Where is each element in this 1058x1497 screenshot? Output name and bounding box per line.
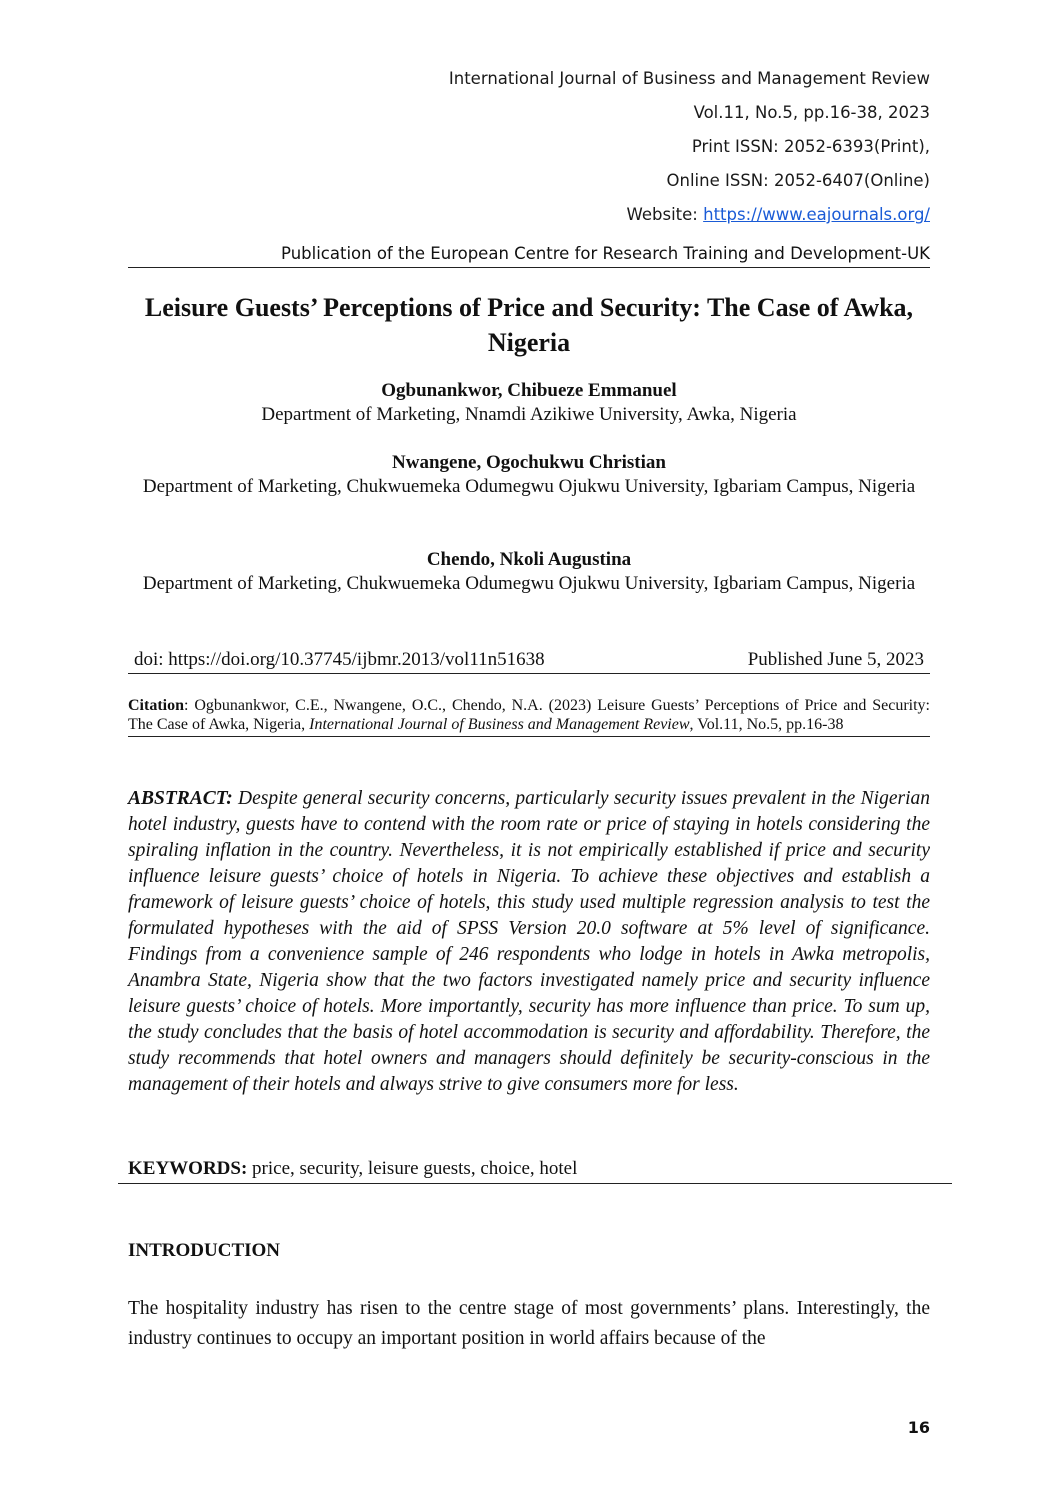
introduction-paragraph: The hospitality industry has risen to the centre stage of most governments’ plans. Interestingly, the industry continues to occupy an important position in world affairs because of the bbox=[128, 1298, 930, 1349]
author-block-2 bbox=[128, 451, 930, 499]
keywords-label: KEYWORDS: bbox=[128, 1158, 248, 1179]
citation-text: : Ogbunankwor, C.E., Nwangene, O.C., Chendo, N.A. (2023) Leisure Guests’ Perceptions of Price and Security: The Case of Awka, Nigeria, bbox=[128, 697, 930, 733]
author-affiliation: Department of Marketing, Chukwuemeka Odumegwu Ojukwu University, Igbariam Campus, Nigeria bbox=[142, 573, 916, 594]
author-affiliation: Department of Marketing, Nnamdi Azikiwe University, Awka, Nigeria bbox=[261, 404, 797, 425]
author-affiliation: Department of Marketing, Chukwuemeka Odumegwu Ojukwu University, Igbariam Campus, Nigeria bbox=[142, 476, 916, 497]
abstract bbox=[128, 786, 930, 1098]
doi-link[interactable]: doi: https://doi.org/10.37745/ijbmr.2013/vol11n51638 bbox=[134, 649, 545, 670]
author-block-1 bbox=[128, 379, 930, 427]
citation-journal: International Journal of Business and Management Review bbox=[309, 716, 690, 733]
citation bbox=[128, 696, 930, 737]
abstract-label: ABSTRACT: bbox=[128, 788, 233, 809]
doi-row bbox=[128, 648, 930, 674]
author-name: Chendo, Nkoli Augustina bbox=[426, 549, 632, 570]
website-line bbox=[449, 198, 930, 232]
page-number: 16 bbox=[907, 1418, 930, 1437]
online-issn: Online ISSN: 2052-6407(Online) bbox=[666, 171, 930, 190]
journal-header bbox=[449, 62, 930, 232]
volume-info: Vol.11, No.5, pp.16-38, 2023 bbox=[693, 103, 930, 122]
author-name: Nwangene, Ogochukwu Christian bbox=[392, 452, 666, 473]
publisher-line: Publication of the European Centre for Research Training and Development-UK bbox=[128, 242, 930, 268]
citation-tail: , Vol.11, No.5, pp.16-38 bbox=[689, 716, 844, 733]
author-block-3 bbox=[128, 548, 930, 596]
website-label: Website: bbox=[626, 205, 698, 224]
print-issn: Print ISSN: 2052-6393(Print), bbox=[691, 137, 930, 156]
website-link[interactable]: https://www.eajournals.org/ bbox=[703, 205, 930, 224]
keywords bbox=[118, 1157, 952, 1184]
journal-name: International Journal of Business and Management Review bbox=[448, 69, 930, 88]
abstract-text: Despite general security concerns, particularly security issues prevalent in the Nigerian hotel industry, guests have to contend with the room rate or price of staying in hotels considering the spiraling inflation in the country. Nevertheless, it is not empirically established if price and security influence leisure guests’ choice of hotels in Nigeria. To achieve these objectives and establish a framework of leisure guests’ choice of hotels, this study used multiple regression analysis to test the formulated hypotheses with the aid of SPSS Version 20.0 software at 5% level of significance. Findings from a convenience sample of 246 respondents who lodge in hotels in Awka metropolis, Anambra State, Nigeria show that the two factors investigated namely price and security influence leisure guests’ choice of hotels. More importantly, security has more influence than price. To sum up, the study concludes that the basis of hotel accommodation is security and affordability. Therefore, the study recommends that hotel owners and managers should definitely be security-conscious in the management of their hotels and always strive to give consumers more for less. bbox=[128, 788, 930, 1095]
author-name: Ogbunankwor, Chibueze Emmanuel bbox=[381, 380, 677, 401]
published-date: Published June 5, 2023 bbox=[747, 649, 924, 670]
citation-label: Citation bbox=[128, 697, 184, 714]
keywords-text: price, security, leisure guests, choice, hotel bbox=[247, 1158, 578, 1179]
article-title: Leisure Guests’ Perceptions of Price and Security: The Case of Awka, Nigeria bbox=[144, 293, 914, 357]
section-heading-introduction: INTRODUCTION bbox=[128, 1240, 281, 1261]
